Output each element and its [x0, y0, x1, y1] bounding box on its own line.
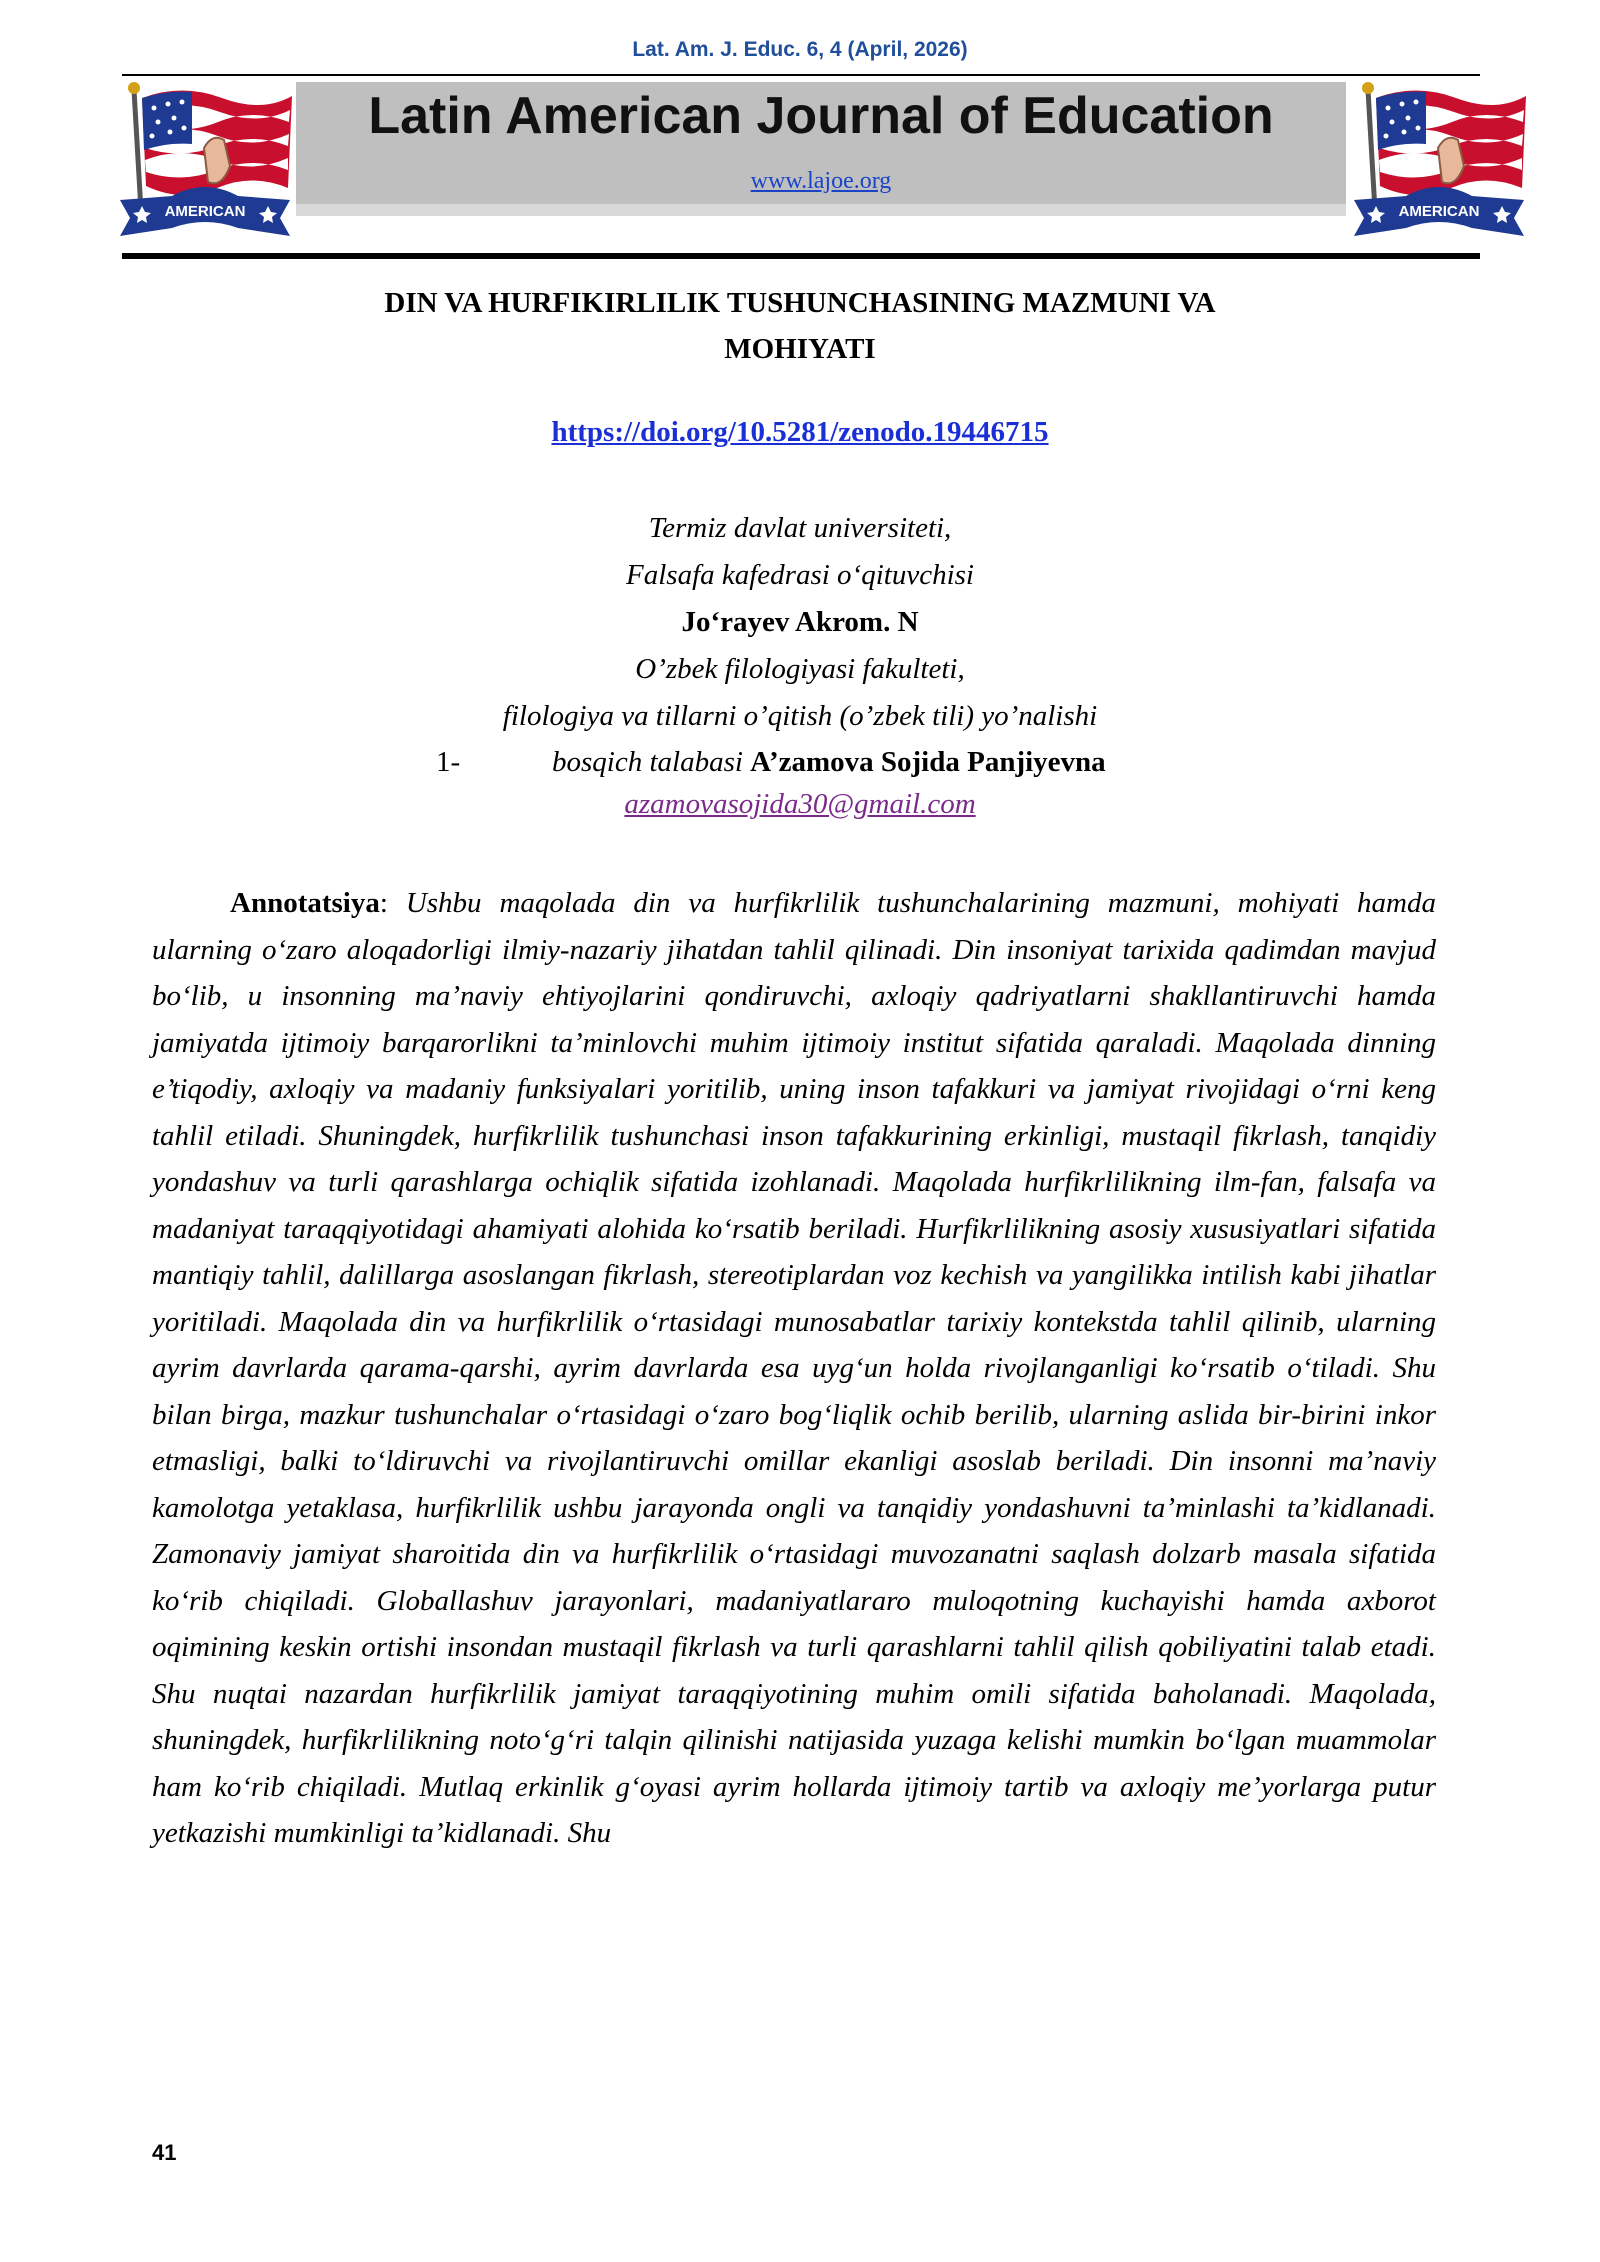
- paper-title: [250, 280, 1350, 372]
- author-email-link[interactable]: azamovasojida30@gmail.com: [624, 788, 976, 820]
- header-rule-top: [122, 74, 1480, 76]
- page-number: 41: [152, 2140, 177, 2165]
- logo-text-left: AMERICAN: [164, 203, 246, 220]
- author-1: Jo‘rayev Akrom. N: [681, 606, 919, 638]
- journal-url-link[interactable]: www.lajoe.org: [750, 168, 892, 194]
- affiliation-department: Falsafa kafedrasi o‘qituvchisi: [626, 559, 974, 591]
- stage-number: 1-: [436, 746, 461, 778]
- stage-line: [552, 746, 1106, 779]
- paper-title-line2: MOHIYATI: [724, 333, 876, 365]
- paper-title-line1: DIN VA HURFIKIRLILIK TUSHUNCHASINING MAZMUNI VA: [384, 287, 1216, 319]
- affiliation-university: Termiz davlat universiteti,: [648, 512, 952, 544]
- doi-link[interactable]: https://doi.org/10.5281/zenodo.19446715: [551, 416, 1049, 448]
- american-flag-logo-right: [1346, 78, 1532, 248]
- author-2: A’zamova Sojida Panjiyevna: [750, 746, 1106, 778]
- stage-text: bosqich talabasi: [552, 746, 743, 778]
- header-banner-strip: [296, 204, 1346, 216]
- american-flag-logo-left: [112, 78, 298, 248]
- abstract-label: Annotatsiya: [230, 887, 380, 919]
- abstract-paragraph: Annotatsiya: Ushbu maqolada din va hurfikrlilik tushunchalarining mazmuni, mohiyati hamda ularning o‘zaro aloqadorligi ilmiy-nazariy jihatdan tahlil qilinadi. Din insoniyat tarixida qadimdan mavjud bo‘lib, u insonning ma’naviy ehtiyojlarini qondiruvchi, axloqiy qadriyatlarni shakllantiruvchi hamda jamiyatda ijtimoiy barqarorlikni ta’minlovchi muhim ijtimoiy institut sifatida qaraladi. Maqolada dinning e’tiqodiy, axloqiy va madaniy funksiyalari yoritilib, uning inson tafakkuri va jamiyat rivojidagi o‘rni keng tahlil etiladi. Shuningdek, hurfikrlilik tushunchasi inson tafakkurining erkinligi, mustaqil fikrlash, tanqidiy yondashuv va turli qarashlarga ochiqlik sifatida izohlanadi. Maqolada hurfikrlilikning ilm-fan, falsafa va madaniyat taraqqiyotidagi ahamiyati alohida ko‘rsatib beriladi. Hurfikrlilikning asosiy xususiyatlari sifatida mantiqiy tahlil, dalillarga asoslangan fikrlash, stereotiplardan voz kechish va yangilikka intilish kabi jihatlar yoritiladi. Maqolada din va hurfikrlilik o‘rtasidagi munosabatlar tarixiy kontekstda tahlil qilinib, ularning ayrim davrlarda qarama-qarshi, ayrim davrlarda esa uyg‘un holda rivojlanganligi ko‘rsatib o‘tiladi. Shu bilan birga, mazkur tushunchalar o‘rtasidagi o‘zaro bog‘liqlik ochib berilib, ularning aslida bir-birini inkor etmasligi, balki to‘ldiruvchi va rivojlantiruvchi omillar ekanligi asoslab beriladi. Din insonni ma’naviy kamolotga yetaklasa, hurfikrlilik ushbu jarayonda ongli va tanqidiy yondashuvni ta’minlashi ta’kidlanadi. Zamonaviy jamiyat sharoitida din va hurfikrlilik o‘rtasidagi muvozanatni saqlash dolzarb masala sifatida ko‘rib chiqiladi. Globallashuv jarayonlari, madaniyatlararo muloqotning kuchayishi hamda axborot oqimining keskin ortishi insondan mustaqil fikrlash va turli qarashlarni tahlil qilish qobiliyatini talab etadi. Shu nuqtai nazardan hurfikrlilik jamiyat taraqqiyotining muhim omili sifatida baholanadi. Maqolada, shuningdek, hurfikrlilikning noto‘g‘ri talqin qilinishi natijasida yuzaga kelishi mumkin bo‘lgan muammolar ham ko‘rib chiqiladi. Mutlaq erkinlik g‘oyasi ayrim hollarda ijtimoiy tartib va axloqiy me’yorlarga putur yetkazishi mumkinligi ta’kidlanadi. Shu: [152, 887, 1436, 1849]
- abstract-text: Ushbu maqolada din va hurfikrlilik tushunchalarining mazmuni, mohiyati hamda ularning o‘zaro aloqadorligi ilmiy-nazariy jihatdan tahlil qilinadi. Din insoniyat tarixida qadimdan mavjud bo‘lib, u insonning ma’naviy ehtiyojlarini qondiruvchi, axloqiy qadriyatlarni shakllantiruvchi hamda jamiyatda ijtimoiy barqarorlikni ta’minlovchi muhim ijtimoiy institut sifatida qaraladi. Maqolada dinning e’tiqodiy, axloqiy va madaniy funksiyalari yoritilib, uning inson tafakkuri va jamiyat rivojidagi o‘rni keng tahlil etiladi. Shuningdek, hurfikrlilik tushunchasi inson tafakkurining erkinligi, mustaqil fikrlash, tanqidiy yondashuv va turli qarashlarga ochiqlik sifatida izohlanadi. Maqolada hurfikrlilikning ilm-fan, falsafa va madaniyat taraqqiyotidagi ahamiyati alohida ko‘rsatib beriladi. Hurfikrlilikning asosiy xususiyatlari sifatida mantiqiy tahlil, dalillarga asoslangan fikrlash, stereotiplardan voz kechish va yangilikka intilish kabi jihatlar yoritiladi. Maqolada din va hurfikrlilik o‘rtasidagi munosabatlar tarixiy kontekstda tahlil qilinib, ularning ayrim davrlarda qarama-qarshi, ayrim davrlarda esa uyg‘un holda rivojlanganligi ko‘rsatib o‘tiladi. Shu bilan birga, mazkur tushunchalar o‘rtasidagi o‘zaro bog‘liqlik ochib berilib, ularning aslida bir-birini inkor etmasligi, balki to‘ldiruvchi va rivojlantiruvchi omillar ekanligi asoslab beriladi. Din insonni ma’naviy kamolotga yetaklasa, hurfikrlilik ushbu jarayonda ongli va tanqidiy yondashuvni ta’minlashi ta’kidlanadi. Zamonaviy jamiyat sharoitida din va hurfikrlilik o‘rtasidagi muvozanatni saqlash dolzarb masala sifatida ko‘rib chiqiladi. Globallashuv jarayonlari, madaniyatlararo muloqotning kuchayishi hamda axborot oqimining keskin ortishi insondan mustaqil fikrlash va turli qarashlarni tahlil qilish qobiliyatini talab etadi. Shu nuqtai nazardan hurfikrlilik jamiyat taraqqiyotining muhim omili sifatida baholanadi. Maqolada, shuningdek, hurfikrlilikning noto‘g‘ri talqin qilinishi natijasida yuzaga kelishi mumkin bo‘lgan muammolar ham ko‘rib chiqiladi. Mutlaq erkinlik g‘oyasi ayrim hollarda ijtimoiy tartib va axloqiy me’yorlarga putur yetkazishi mumkinligi ta’kidlanadi. Shu: [152, 887, 1436, 1849]
- affiliation-program: filologiya va tillarni o’qitish (o’zbek tili) yo’nalishi: [502, 700, 1098, 732]
- header-rule-bottom: [122, 253, 1480, 259]
- affiliation-faculty: O’zbek filologiyasi fakulteti,: [635, 653, 965, 685]
- journal-citation: Lat. Am. J. Educ. 6, 4 (April, 2026): [632, 38, 968, 61]
- logo-text-right: AMERICAN: [1398, 203, 1480, 220]
- journal-title: Latin American Journal of Education: [368, 87, 1274, 145]
